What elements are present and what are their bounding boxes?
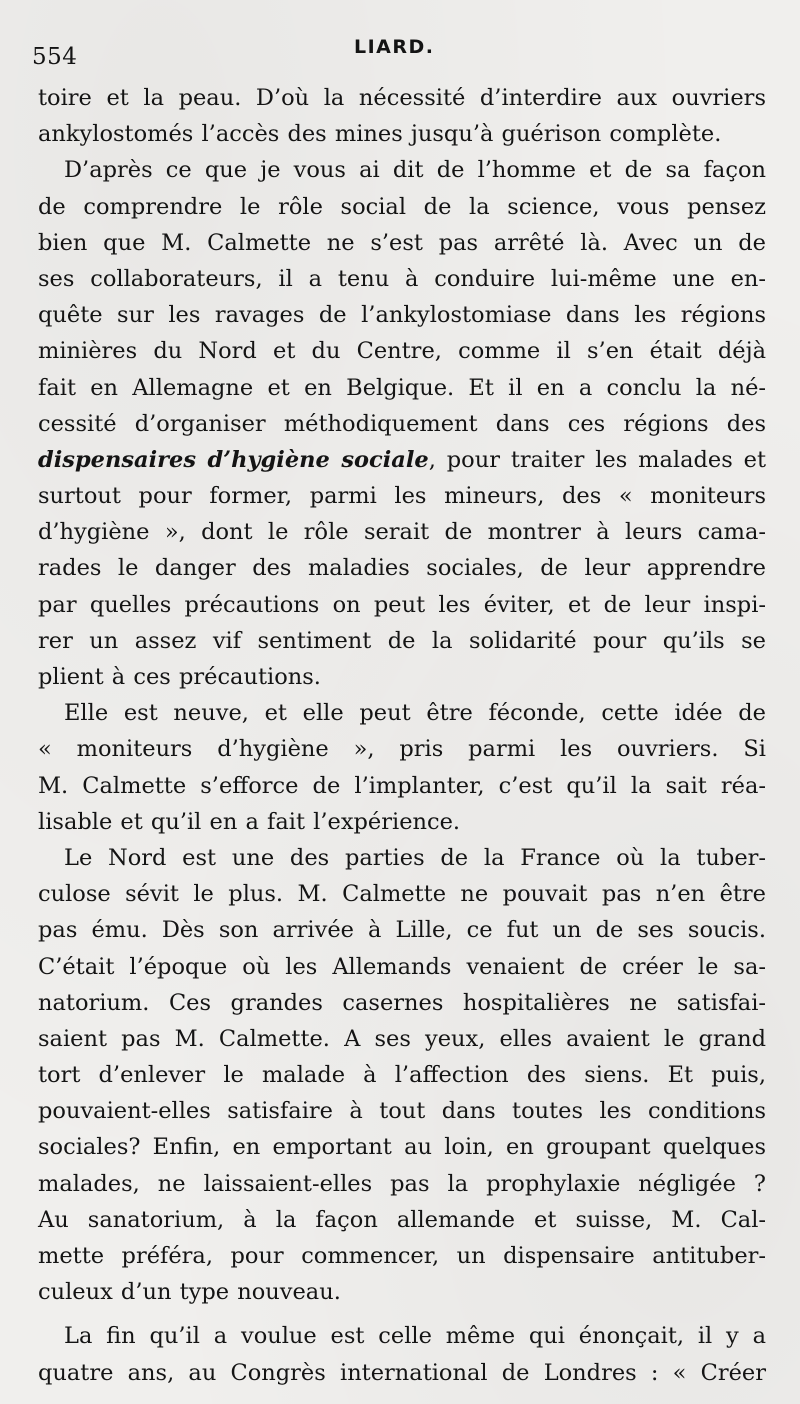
text-line: « moniteurs d’hygiène », pris parmi les ouvriers. Si [38,736,766,763]
paragraph-first-line: Le Nord est une des parties de la France où la tuber- [64,844,766,871]
text-line: d’hygiène », dont le rôle serait de montrer à leurs cama- [38,519,766,546]
text-line: sociales? Enfin, en emportant au loin, en groupant quelques [38,1134,766,1161]
line-remainder: , pour traiter les malades et [428,446,767,473]
text-line: quatre ans, au Congrès international de Londres : « Créer [38,1359,766,1386]
text-line: pouvaient-elles satisfaire à tout dans toutes les conditions [38,1098,766,1125]
paragraph-first-line: D’après ce que je vous ai dit de l’homme et de sa façon [64,157,766,184]
text-line: ses collaborateurs, il a tenu à conduire lui-même une en- [38,265,766,292]
paragraph-first-line: La fin qu’il a voulue est celle même qui énonçait, il y a [64,1323,766,1350]
text-line: quête sur les ravages de l’ankylostomiase dans les régions [38,302,766,329]
page-number: 554 [32,44,78,70]
text-line: natorium. Ces grandes casernes hospitalières ne satisfai- [38,989,766,1016]
body-text [38,80,766,1391]
text-line: culose sévit le plus. M. Calmette ne pouvait pas n’en être [38,881,766,908]
text-line: de comprendre le rôle social de la science, vous pensez [38,193,766,220]
text-line: malades, ne laissaient-elles pas la prophylaxie négligée ? [38,1170,766,1197]
text-line: toire et la peau. D’où la nécessité d’interdire aux ouvriers [38,85,766,111]
text-line: mette préféra, pour commencer, un dispensaire antituber- [38,1243,766,1269]
text-line-emphasis [38,442,766,478]
paragraph-first-line: Elle est neuve, et elle peut être féconde, cette idée de [64,700,766,727]
text-line: minières du Nord et du Centre, comme il s’en était déjà [38,338,766,365]
text-line: ankylostomés l’accès des mines jusqu’à guérison complète. [38,121,722,148]
emphasis-phrase: dispensaires d’hygiène sociale [38,446,429,473]
running-head: LIARD. [354,36,435,58]
text-line: par quelles précautions on peut les éviter, et de leur inspi- [38,591,766,618]
text-line: M. Calmette s’efforce de l’implanter, c’est qu’il la sait réa- [38,772,766,799]
text-line: rades le danger des maladies sociales, de leur apprendre [38,555,766,582]
page-header [32,34,760,74]
text-line: C’était l’époque où les Allemands venaient de créer le sa- [38,953,766,980]
text-line: lisable et qu’il en a fait l’expérience. [38,808,461,835]
text-line: fait en Allemagne et en Belgique. Et il en a conclu la né- [38,374,766,401]
text-line: tort d’enlever le malade à l’affection des siens. Et puis, [38,1062,766,1089]
text-line: Au sanatorium, à la façon allemande et suisse, M. Cal- [38,1206,766,1233]
text-line: culeux d’un type nouveau. [38,1279,341,1306]
text-line: surtout pour former, parmi les mineurs, des « moniteurs [38,483,766,510]
text-line: cessité d’organiser méthodiquement dans ces régions des [38,410,766,437]
text-line: pas ému. Dès son arrivée à Lille, ce fut un de ses soucis. [38,917,766,944]
text-line: saient pas M. Calmette. A ses yeux, elles avaient le grand [38,1025,766,1052]
text-line: rer un assez vif sentiment de la solidarité pour qu’ils se [38,627,766,654]
text-line: plient à ces précautions. [38,664,321,690]
text-line: bien que M. Calmette ne s’est pas arrêté là. Avec un de [38,229,766,256]
